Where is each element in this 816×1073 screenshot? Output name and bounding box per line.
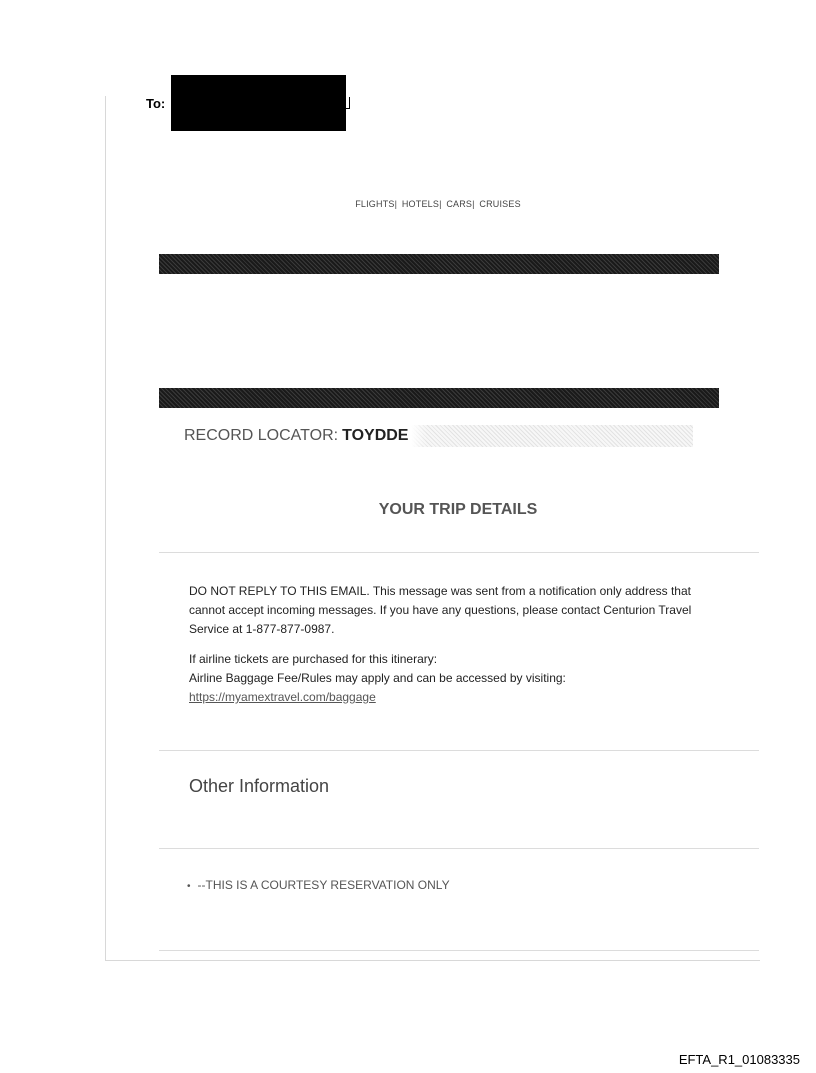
record-locator-label: RECORD LOCATOR:: [184, 427, 339, 444]
no-reply-notice: DO NOT REPLY TO THIS EMAIL. This message was sent from a notification only address that cannot accept incoming messages. If you have any questions, please contact Centurion Travel Service at 1-877-877-0987.: [189, 584, 692, 636]
record-locator: [181, 425, 693, 447]
list-item: • --THIS IS A COURTESY RESERVATION ONLY: [187, 878, 450, 892]
nav-cars[interactable]: CARS: [446, 199, 473, 209]
redacted-recipient: [171, 75, 346, 131]
nav-separator: |: [394, 199, 398, 209]
nav-links: [0, 199, 816, 209]
other-information-title: Other Information: [189, 776, 330, 796]
document-id: EFTA_R1_01083335: [678, 1052, 800, 1067]
nav-cruises[interactable]: CRUISES: [479, 199, 521, 209]
nav-separator: |: [472, 199, 475, 209]
nav-hotels[interactable]: HOTELS: [401, 199, 440, 209]
baggage-link[interactable]: https://myamextravel.com/baggage: [189, 690, 376, 704]
record-locator-value: TOYDDE: [342, 427, 409, 444]
tickets-note: If airline tickets are purchased for this itinerary:: [189, 652, 438, 666]
baggage-note: Airline Baggage Fee/Rules may apply and can be accessed by visiting:: [189, 671, 566, 685]
notice-block: [189, 582, 729, 707]
nav-separator: |: [439, 199, 442, 209]
other-information-list: [187, 878, 450, 892]
email-frame: [105, 96, 760, 961]
trip-details-title: YOUR TRIP DETAILS: [378, 501, 538, 518]
divider: [159, 552, 759, 553]
nav-flights[interactable]: FLIGHTS: [355, 199, 395, 209]
divider: [159, 950, 759, 951]
redaction-edge: [345, 97, 350, 109]
header-banner: [159, 254, 719, 274]
divider: [159, 848, 759, 849]
to-label: To:: [146, 96, 166, 111]
divider: [159, 750, 759, 751]
section-banner: [159, 388, 719, 408]
